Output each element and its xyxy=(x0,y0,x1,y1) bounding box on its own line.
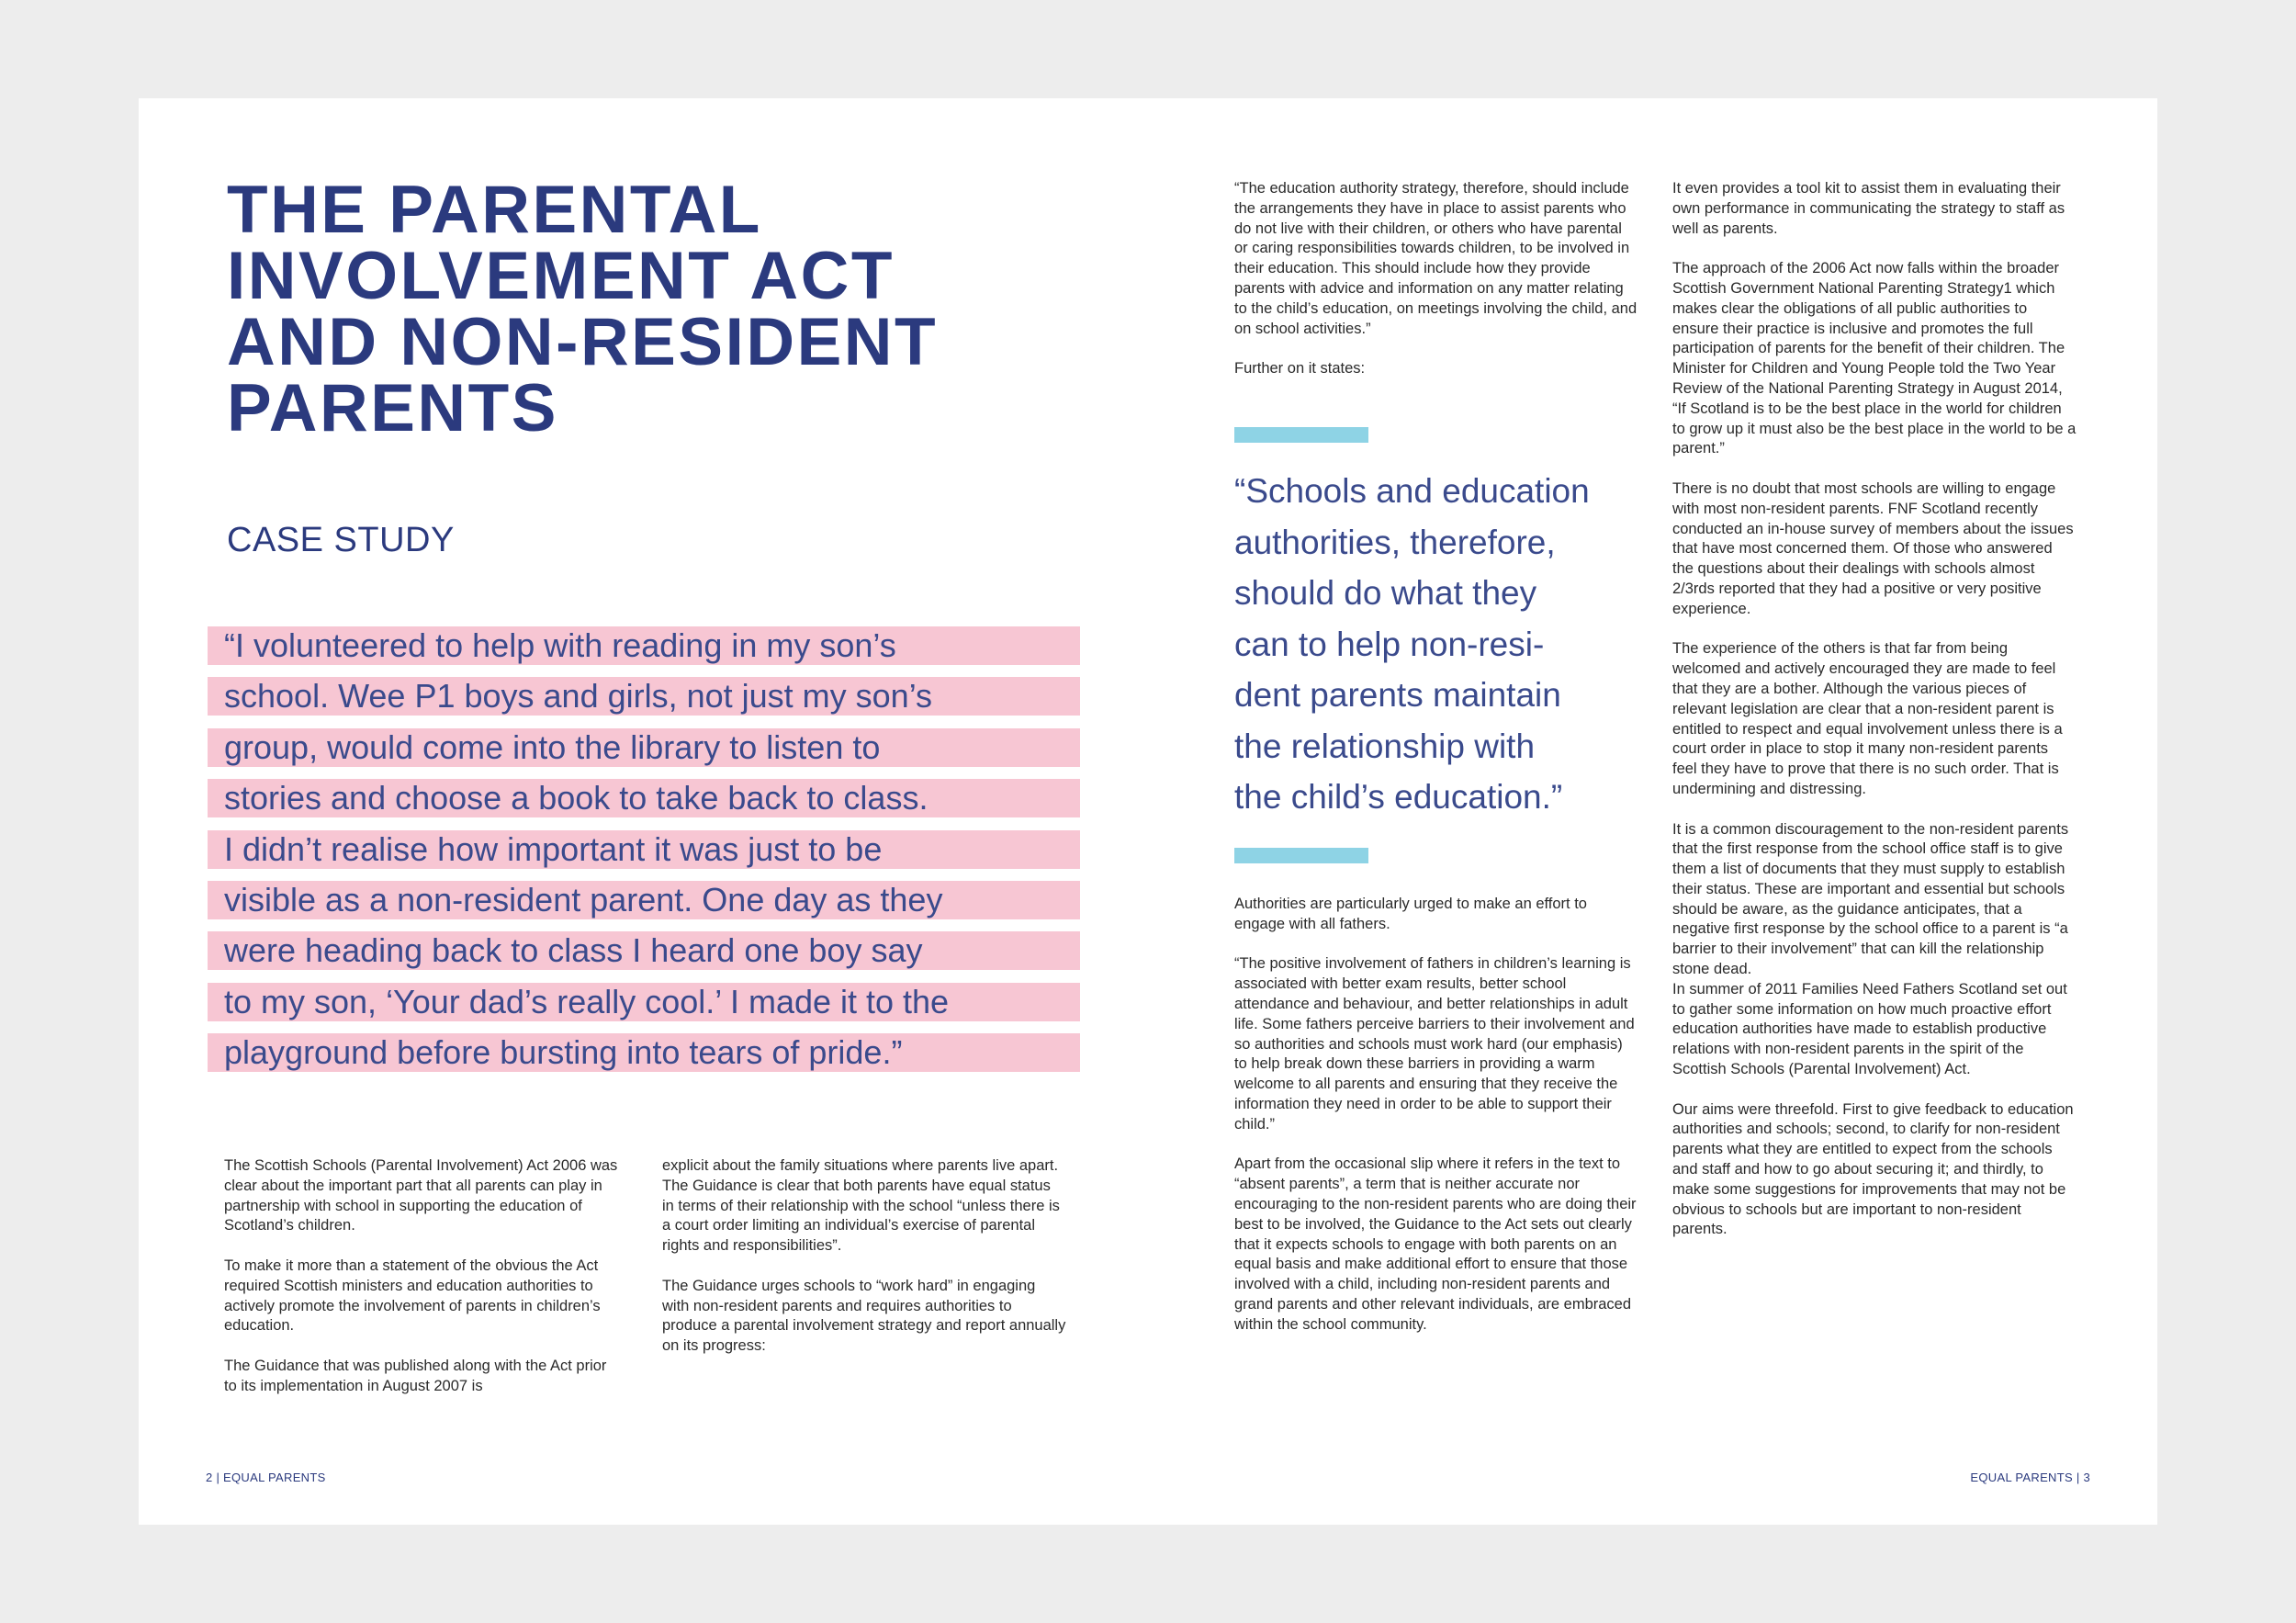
paragraph: To make it more than a statement of the obvious the Act required Scottish ministers and education authorities to actively promote the involvement of parents in children’s education. xyxy=(224,1257,601,1335)
pull-quote-line: playground before bursting into tears of pride.” xyxy=(208,1033,1080,1072)
magazine-spread xyxy=(139,98,2157,1525)
body-column-3-top xyxy=(1234,179,1638,400)
pull-quote-line: school. Wee P1 boys and girls, not just my son’s xyxy=(208,677,1080,716)
highlight-quote-line: should do what they xyxy=(1234,574,1537,612)
title-line: INVOLVEMENT ACT xyxy=(227,239,895,313)
highlight-quote xyxy=(1234,466,1648,823)
highlight-quote-line: can to help non-resi- xyxy=(1234,625,1545,663)
pull-quote-line: visible as a non-resident parent. One day as they xyxy=(208,881,1080,919)
paragraph: There is no doubt that most schools are willing to engage with most non-resident parents. FNF Scotland recently conducted an in-house survey of members about the issues that have most concerned them. Of those who answered the questions about their dealings with schools almost 2/3rds reported that they had a positive or very positive experience. xyxy=(1672,479,2074,617)
paragraph: Apart from the occasional slip where it refers in the text to “absent parents”, a term that is neither accurate nor encouraging to the non-resident parents who are doing their best to be involved, the Guidance to the Act sets out clearly that it expects schools to engage with both parents on an equal basis and make additional effort to ensure that those involved with a child, including non-resident parents and grand parents and other relevant individuals, are embraced within the school community. xyxy=(1234,1155,1637,1333)
pull-quote-line: I didn’t realise how important it was just to be xyxy=(208,830,1080,869)
paragraph: It even provides a tool kit to assist them in evaluating their own performance in communicating the strategy to staff as well as parents. xyxy=(1672,180,2065,237)
paragraph: The Guidance urges schools to “work hard” in engaging with non-resident parents and requires authorities to produce a parental involvement strategy and report annually on its progress: xyxy=(662,1277,1066,1355)
highlight-quote-line: “Schools and education xyxy=(1234,472,1590,510)
title-line: THE PARENTAL xyxy=(227,173,762,247)
body-column-1 xyxy=(224,1156,619,1416)
section-subtitle: CASE STUDY xyxy=(227,521,455,559)
pull-quote xyxy=(208,626,1080,1085)
quote-divider-bottom xyxy=(1234,848,1368,863)
highlight-quote-line: the child’s education.” xyxy=(1234,778,1563,816)
paragraph: The Guidance that was published along with the Act prior to its implementation in August 2007 is xyxy=(224,1357,607,1394)
pull-quote-line: were heading back to class I heard one boy say xyxy=(208,931,1080,970)
article-title xyxy=(227,173,1145,445)
paragraph: It is a common discouragement to the non-resident parents that the first response from the school office staff is to give them a list of documents that they must supply to establish their status. These are important and essential but schools should be aware, as the guidance anticipates, that a negative first response by the school office to a parent is “a barrier to their involvement” that can kill the relationship stone dead. xyxy=(1672,820,2069,978)
body-column-3-bottom xyxy=(1234,895,1638,1355)
paragraph: The approach of the 2006 Act now falls within the broader Scottish Government National Parenting Strategy1 which makes clear the obligations of all public authorities to ensure their practice is inclusive and promotes the full participation of parents for the benefit of their children. The Minister for Children and Young People told the Two Year Review of the National Parenting Strategy in August 2014, “If Scotland is to be the best place in the world for children to grow up it must also be the best place in the world to be a parent.” xyxy=(1672,260,2077,457)
page-folio-right: EQUAL PARENTS | 3 xyxy=(1970,1471,2090,1484)
highlight-quote-line: the relationship with xyxy=(1234,727,1536,765)
paragraph: The Scottish Schools (Parental Involvement) Act 2006 was clear about the important part that all parents can play in partnership with school in supporting the education of Scotland’s children. xyxy=(224,1157,618,1234)
paragraph: The experience of the others is that far from being welcomed and actively encouraged they are made to feel that they are a bother. Although the various pieces of relevant legislation are clear that a non-resident parent is entitled to respect and equal involvement unless there is a court order in place to stop it many non-resident parents feel they have to prove that there is no such order. That is undermining and distressing. xyxy=(1672,640,2063,797)
quote-divider-top xyxy=(1234,427,1368,443)
pull-quote-line: stories and choose a book to take back to class. xyxy=(208,779,1080,817)
title-line: PARENTS xyxy=(227,371,558,445)
pull-quote-line: group, would come into the library to listen to xyxy=(208,728,1080,767)
paragraph: explicit about the family situations where parents live apart. The Guidance is clear that both parents have equal status in terms of their relationship with the school “unless there is a court order limiting an individual’s exercise of parental rights and responsibilities”. xyxy=(662,1157,1060,1255)
paragraph: “The education authority strategy, therefore, should include the arrangements they have in place to assist parents who do not live with their children, or others who have parental or caring responsibilities towards children, to be involved in their education. This should include how they provide parents with advice and information on any matter relating to the child’s education, on meetings involving the child, and on school activities.” xyxy=(1234,180,1638,337)
highlight-quote-line: dent parents maintain xyxy=(1234,676,1561,714)
body-column-2 xyxy=(662,1156,1066,1377)
pull-quote-line: to my son, ‘Your dad’s really cool.’ I made it to the xyxy=(208,983,1080,1021)
page-folio-left: 2 | EQUAL PARENTS xyxy=(206,1471,326,1484)
paragraph: “The positive involvement of fathers in children’s learning is associated with better exam results, better school attendance and behaviour, and better relationships in adult life. Some fathers perceive barriers to their involvement and so authorities and schools must work hard (our emphasis) to help break down these barriers in providing a warm welcome to all parents and ensuring that they receive the information they need in order to be able to support their child.” xyxy=(1234,955,1635,1133)
pull-quote-line: “I volunteered to help with reading in my son’s xyxy=(208,626,1080,665)
paragraph: Authorities are particularly urged to make an effort to engage with all fathers. xyxy=(1234,896,1587,932)
highlight-quote-line: authorities, therefore, xyxy=(1234,523,1556,561)
paragraph: Further on it states: xyxy=(1234,360,1366,378)
paragraph: Our aims were threefold. First to give feedback to education authorities and schools; second, to clarify for non-resident parents what they are entitled to expect from the schools and staff and how to go about securing it; and thirdly, to make some suggestions for improvements that may not be obvious to schools but are important to non-resident parents. xyxy=(1672,1100,2074,1238)
title-line: AND NON-RESIDENT xyxy=(227,305,939,379)
body-column-4 xyxy=(1672,179,2077,1260)
paragraph: In summer of 2011 Families Need Fathers Scotland set out to gather some information on how much proactive effort education authorities have made to establish productive relations with non-resident parents in the spirit of the Scottish Schools (Parental Involvement) Act. xyxy=(1672,980,2067,1078)
